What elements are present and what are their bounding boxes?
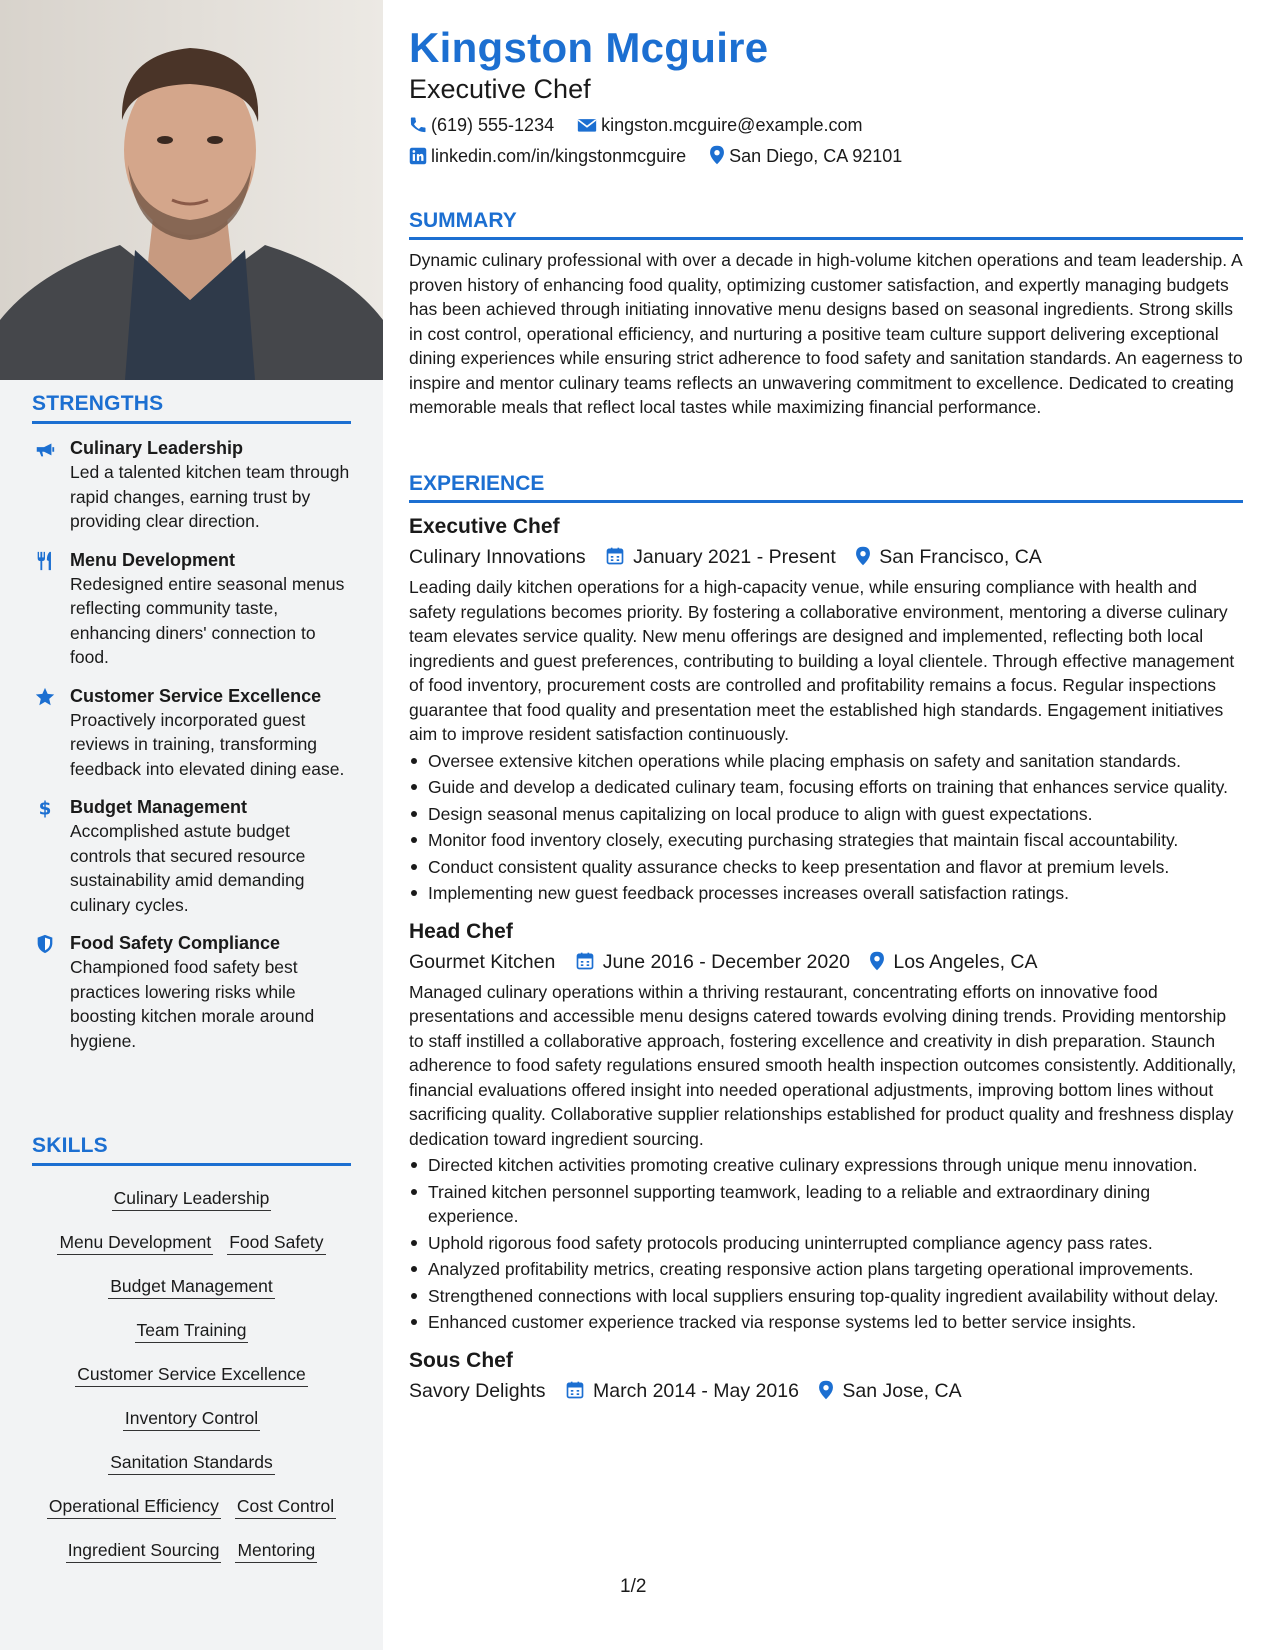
calendar-icon — [565, 1380, 585, 1400]
bullet-item: Monitor food inventory closely, executing purchasing strategies that maintain fiscal accountability. — [409, 828, 1243, 853]
sidebar — [0, 0, 383, 1650]
page-number: 1/2 — [620, 1576, 647, 1597]
job-dates: January 2021 - Present — [633, 546, 836, 568]
utensils-icon — [34, 550, 56, 572]
star-icon — [34, 686, 56, 708]
strength-description: Redesigned entire seasonal menus reflecting community taste, enhancing diners' connection to food. — [70, 573, 345, 667]
summary-heading: SUMMARY — [409, 209, 1243, 240]
skill-tag: Inventory Control — [123, 1406, 260, 1431]
job-dates: March 2014 - May 2016 — [592, 1379, 799, 1402]
bullet-item: Analyzed profitability metrics, creating responsive action plans targeting operational improvements. — [409, 1257, 1243, 1282]
linkedin-text[interactable]: linkedin.com/in/kingstonmcguire — [431, 146, 687, 166]
email-text[interactable]: kingston.mcguire@example.com — [601, 115, 863, 135]
linkedin-icon — [409, 147, 427, 165]
job-company: Savory Delights — [409, 1379, 546, 1402]
skill-tag: Cost Control — [235, 1494, 336, 1519]
contact-row — [409, 144, 920, 168]
location-contact — [709, 144, 902, 168]
job-dates: June 2016 - December 2020 — [602, 950, 850, 973]
svg-text:$: $ — [38, 798, 52, 819]
strengths-section — [32, 392, 351, 1053]
phone-text: (619) 555-1234 — [431, 115, 555, 135]
skill-tag: Menu Development — [57, 1230, 213, 1255]
job-bullets — [409, 1153, 1243, 1335]
experience-heading: EXPERIENCE — [409, 472, 1243, 503]
job-location: San Jose, CA — [842, 1379, 962, 1402]
strength-item — [32, 684, 351, 782]
candidate-name: Kingston Mcguire — [409, 24, 769, 71]
job-entry — [409, 513, 1243, 906]
job-title: Executive Chef — [409, 515, 560, 538]
bullet-item: Strengthened connections with local suppliers ensuring top-quality ingredient availability without delay. — [409, 1284, 1243, 1309]
skill-tag: Food Safety — [227, 1230, 325, 1255]
skill-tag: Culinary Leadership — [112, 1186, 272, 1211]
map-pin-icon — [818, 1380, 834, 1400]
phone-contact — [409, 113, 554, 137]
bullet-item: Design seasonal menus capitalizing on local produce to align with guest expectations. — [409, 802, 1243, 827]
job-meta — [409, 948, 1243, 976]
skill-tag: Customer Service Excellence — [75, 1362, 308, 1387]
strength-item — [32, 436, 351, 534]
bullet-item: Trained kitchen personnel supporting teamwork, leading to a reliable and extraordinary dining experience. — [409, 1180, 1243, 1229]
megaphone-icon — [34, 438, 56, 460]
profile-photo — [0, 0, 383, 380]
contact-row — [409, 113, 881, 137]
bullet-item: Enhanced customer experience tracked via response systems led to better service insights. — [409, 1310, 1243, 1335]
strength-item — [32, 548, 351, 670]
job-location: Los Angeles, CA — [893, 950, 1038, 973]
strength-title: Customer Service Excellence — [70, 685, 322, 706]
job-title: Head Chef — [409, 919, 513, 943]
map-pin-icon — [855, 546, 871, 566]
strength-item — [32, 931, 351, 1053]
skill-tag: Budget Management — [108, 1274, 274, 1299]
phone-icon — [409, 116, 427, 134]
shield-icon — [34, 933, 56, 955]
candidate-role: Executive Chef — [409, 74, 591, 104]
job-location: San Francisco, CA — [879, 546, 1042, 568]
strength-description: Proactively incorporated guest reviews in training, transforming feedback into elevated dining ease. — [70, 709, 345, 779]
map-pin-icon — [869, 951, 885, 971]
skill-tag: Ingredient Sourcing — [66, 1538, 222, 1563]
strength-description: Championed food safety best practices lowering risks while boosting kitchen morale around hygiene. — [70, 957, 315, 1051]
strength-item — [32, 795, 351, 917]
skills-list — [32, 1166, 351, 1568]
skill-tag: Team Training — [135, 1318, 249, 1343]
map-pin-icon — [709, 145, 725, 165]
strength-description: Led a talented kitchen team through rapid changes, earning trust by providing clear direction. — [70, 462, 350, 531]
calendar-icon — [575, 951, 595, 971]
job-meta — [409, 1377, 1243, 1405]
strength-description: Accomplished astute budget controls that secured resource sustainability amid demanding culinary cycles. — [70, 821, 306, 915]
email-contact[interactable] — [577, 113, 862, 137]
job-bullets — [409, 749, 1243, 906]
envelope-icon — [577, 116, 597, 134]
strength-title: Budget Management — [70, 797, 248, 817]
job-entry — [409, 918, 1243, 1335]
strength-title: Menu Development — [70, 549, 236, 570]
job-company: Gourmet Kitchen — [409, 950, 556, 973]
strength-title: Food Safety Compliance — [70, 933, 281, 953]
bullet-item: Guide and develop a dedicated culinary team, focusing efforts on training that enhances service quality. — [409, 775, 1243, 800]
job-company: Culinary Innovations — [409, 546, 586, 568]
summary-section — [409, 209, 1243, 420]
skill-tag: Sanitation Standards — [108, 1450, 274, 1475]
calendar-icon — [605, 546, 625, 566]
strengths-heading: STRENGTHS — [32, 392, 351, 424]
skill-tag: Mentoring — [235, 1538, 317, 1563]
skills-heading: SKILLS — [32, 1134, 351, 1166]
job-title: Sous Chef — [409, 1348, 513, 1372]
job-description: Managed culinary operations within a thriving restaurant, concentrating efforts on innovative food presentations and accessible menu designs catered towards evolving dining trends. Providing mentorship to staff instilled a collaborative approach, fostering excellence and creativity in dish preparation. Staunch adherence to food safety regulations ensured smooth health inspection outcomes consistently. Additionally, financial evaluations offered insight into needed operational adjustments, improving bottom lines without sacrificing quality. Collaborative supplier relationships established for product quality and freshness display dedication toward ingredient sourcing. — [409, 981, 1237, 1149]
job-entry — [409, 1347, 1243, 1405]
skill-tag: Operational Efficiency — [47, 1494, 221, 1519]
skills-section — [32, 1134, 351, 1568]
bullet-item: Oversee extensive kitchen operations while placing emphasis on safety and sanitation standards. — [409, 749, 1243, 774]
linkedin-contact[interactable] — [409, 144, 686, 168]
bullet-item: Uphold rigorous food safety protocols producing uninterrupted compliance agency pass rates. — [409, 1231, 1243, 1256]
job-meta — [409, 543, 1243, 571]
job-description: Leading daily kitchen operations for a high-capacity venue, while ensuring compliance with health and safety regulations becomes priority. By fostering a collaborative environment, mentoring a diverse culinary team elevates service quality. New menu offerings are designed and implemented, reflecting both local ingredients and guest preferences, contributing to building a loyal clientele. Through effective management of food inventory, procurement costs are controlled and profitability remains a focus. Regular inspections guarantee that food quality and presentation meet the established high standards. Engagement initiatives aim to improve resident satisfaction continuously. — [409, 577, 1235, 744]
location-text: San Diego, CA 92101 — [729, 146, 903, 166]
summary-text: Dynamic culinary professional with over a decade in high-volume kitchen operations and team leadership. A proven history of enhancing food quality, optimizing customer satisfaction, and expertly managing budgets has been achieved through initiating innovative menu designs based on seasonal ingredients. Strong skills in cost control, operational efficiency, and nurturing a positive team culture support delivering exceptional dining experiences while ensuring strict adherence to food safety and sanitation standards. An eagerness to inspire and mentor culinary teams reflects an unwavering commitment to excellence. Dedicated to creating memorable meals that reflect local tastes while maximizing financial performance. — [409, 250, 1243, 417]
strength-title: Culinary Leadership — [70, 438, 244, 458]
bullet-item: Implementing new guest feedback processes increases overall satisfaction ratings. — [409, 881, 1243, 906]
bullet-item: Conduct consistent quality assurance checks to keep presentation and flavor at premium levels. — [409, 855, 1243, 880]
experience-section — [409, 472, 1243, 1405]
dollar-icon — [34, 797, 56, 819]
bullet-item: Directed kitchen activities promoting creative culinary expressions through unique menu innovation. — [409, 1153, 1243, 1178]
